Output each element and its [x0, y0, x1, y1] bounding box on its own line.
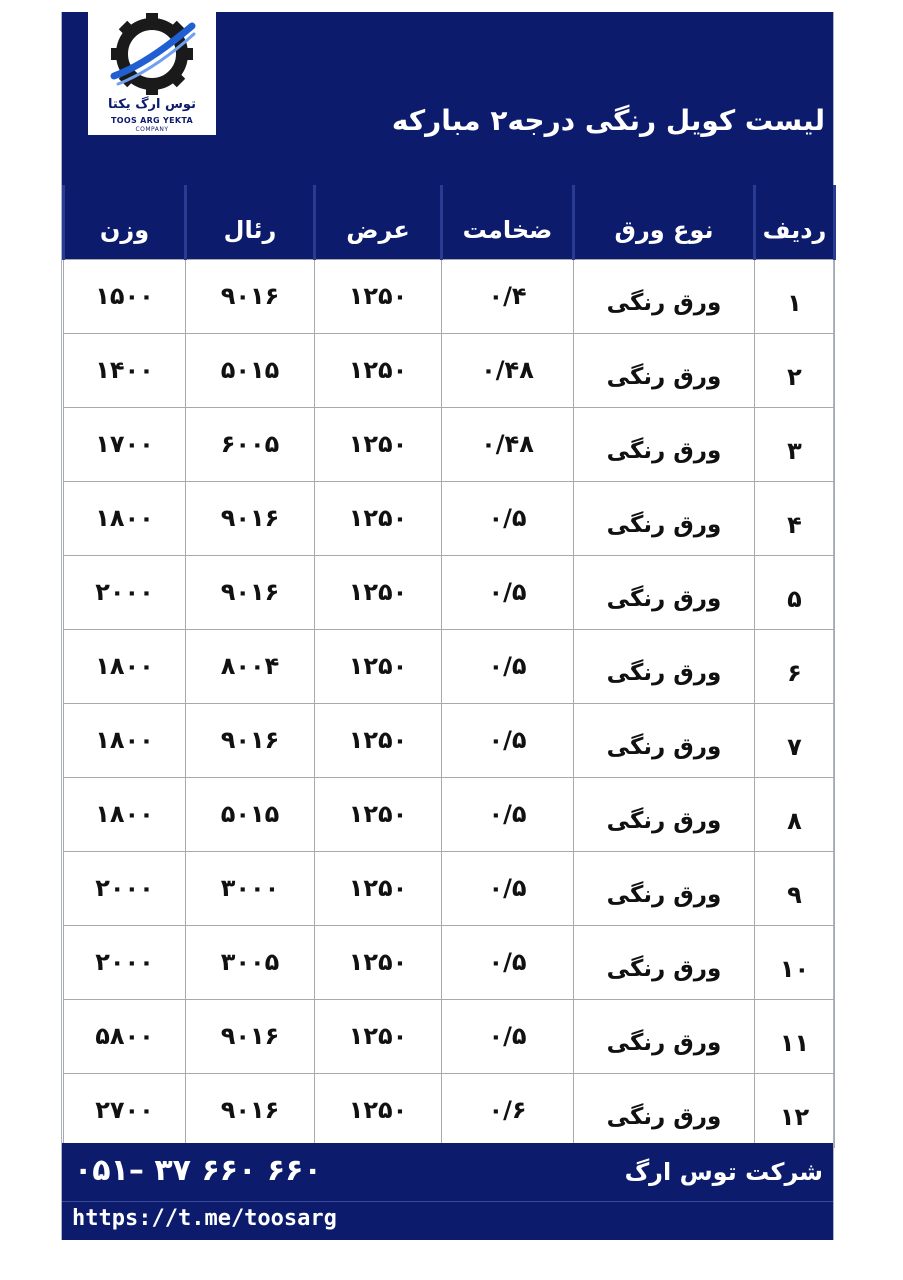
column-header-sheet-type: نوع ورق: [574, 185, 755, 259]
row-number-cell: ۱: [755, 259, 835, 333]
color-code-cell: ۹۰۱۶: [186, 555, 315, 629]
column-header-row-no: ردیف: [755, 185, 835, 259]
company-name: شرکت توس ارگ: [624, 1158, 823, 1186]
weight-cell: ۵۸۰۰: [64, 999, 186, 1073]
column-header-thickness: ضخامت: [442, 185, 574, 259]
thickness-cell: ۰/۵: [442, 925, 574, 999]
weight-cell: ۲۰۰۰: [64, 925, 186, 999]
width-cell: ۱۲۵۰: [315, 407, 442, 481]
sheet-type-cell: ورق رنگی: [574, 259, 755, 333]
thickness-cell: ۰/۴: [442, 259, 574, 333]
weight-cell: ۲۷۰۰: [64, 1073, 186, 1147]
thickness-cell: ۰/۵: [442, 481, 574, 555]
sheet-type-cell: ورق رنگی: [574, 333, 755, 407]
thickness-cell: ۰/۵: [442, 703, 574, 777]
weight-cell: ۱۸۰۰: [64, 777, 186, 851]
thickness-cell: ۰/۵: [442, 851, 574, 925]
width-cell: ۱۲۵۰: [315, 333, 442, 407]
company-logo: [88, 12, 216, 135]
thickness-cell: ۰/۶: [442, 1073, 574, 1147]
gear-logo-icon: [100, 12, 204, 96]
weight-cell: ۱۸۰۰: [64, 629, 186, 703]
color-code-cell: ۹۰۱۶: [186, 999, 315, 1073]
table-row: [64, 703, 835, 777]
sheet-type-cell: ورق رنگی: [574, 999, 755, 1073]
footer-divider: [62, 1201, 833, 1202]
logo-name-en: TOOS ARG YEKTA: [111, 116, 193, 125]
telegram-link[interactable]: https://t.me/toosarg: [72, 1206, 337, 1231]
row-number-cell: ۳: [755, 407, 835, 481]
weight-cell: ۲۰۰۰: [64, 851, 186, 925]
row-number-cell: ۱۲: [755, 1073, 835, 1147]
page-title: لیست کویل رنگی درجه۲ مبارکه: [391, 104, 825, 137]
column-header-width: عرض: [315, 185, 442, 259]
row-number-cell: ۲: [755, 333, 835, 407]
width-cell: ۱۲۵۰: [315, 999, 442, 1073]
width-cell: ۱۲۵۰: [315, 777, 442, 851]
table-row: [64, 777, 835, 851]
color-code-cell: ۵۰۱۵: [186, 333, 315, 407]
thickness-cell: ۰/۵: [442, 555, 574, 629]
thickness-cell: ۰/۵: [442, 999, 574, 1073]
price-table: [62, 185, 836, 1148]
phone-number[interactable]: ۰۵۱– ۳۷ ۶۶۰ ۶۶۰: [74, 1153, 322, 1188]
width-cell: ۱۲۵۰: [315, 1073, 442, 1147]
width-cell: ۱۲۵۰: [315, 851, 442, 925]
row-number-cell: ۸: [755, 777, 835, 851]
row-number-cell: ۷: [755, 703, 835, 777]
color-code-cell: ۳۰۰۰: [186, 851, 315, 925]
weight-cell: ۱۷۰۰: [64, 407, 186, 481]
width-cell: ۱۲۵۰: [315, 703, 442, 777]
sheet-type-cell: ورق رنگی: [574, 407, 755, 481]
table-row: [64, 851, 835, 925]
row-number-cell: ۶: [755, 629, 835, 703]
thickness-cell: ۰/۴۸: [442, 333, 574, 407]
row-number-cell: ۱۱: [755, 999, 835, 1073]
column-header-weight: وزن: [64, 185, 186, 259]
price-list-sheet: [61, 12, 834, 1240]
color-code-cell: ۹۰۱۶: [186, 703, 315, 777]
table-row: [64, 481, 835, 555]
sheet-type-cell: ورق رنگی: [574, 629, 755, 703]
table-row: [64, 925, 835, 999]
weight-cell: ۱۸۰۰: [64, 703, 186, 777]
sheet-type-cell: ورق رنگی: [574, 1073, 755, 1147]
table-row: [64, 259, 835, 333]
table-header-row: [64, 185, 835, 259]
sheet-type-cell: ورق رنگی: [574, 555, 755, 629]
footer-banner: [62, 1143, 833, 1240]
sheet-type-cell: ورق رنگی: [574, 481, 755, 555]
table-row: [64, 999, 835, 1073]
color-code-cell: ۸۰۰۴: [186, 629, 315, 703]
weight-cell: ۱۵۰۰: [64, 259, 186, 333]
color-code-cell: ۹۰۱۶: [186, 481, 315, 555]
row-number-cell: ۵: [755, 555, 835, 629]
header-banner: [62, 12, 833, 185]
width-cell: ۱۲۵۰: [315, 481, 442, 555]
color-code-cell: ۳۰۰۵: [186, 925, 315, 999]
row-number-cell: ۴: [755, 481, 835, 555]
thickness-cell: ۰/۵: [442, 629, 574, 703]
sheet-type-cell: ورق رنگی: [574, 777, 755, 851]
thickness-cell: ۰/۵: [442, 777, 574, 851]
table-row: [64, 407, 835, 481]
weight-cell: ۱۸۰۰: [64, 481, 186, 555]
sheet-type-cell: ورق رنگی: [574, 851, 755, 925]
table-row: [64, 333, 835, 407]
sheet-type-cell: ورق رنگی: [574, 703, 755, 777]
thickness-cell: ۰/۴۸: [442, 407, 574, 481]
color-code-cell: ۹۰۱۶: [186, 259, 315, 333]
sheet-type-cell: ورق رنگی: [574, 925, 755, 999]
logo-name-fa: توس ارگ یکتا: [108, 97, 196, 112]
weight-cell: ۱۴۰۰: [64, 333, 186, 407]
weight-cell: ۲۰۰۰: [64, 555, 186, 629]
table-row: [64, 629, 835, 703]
row-number-cell: ۱۰: [755, 925, 835, 999]
color-code-cell: ۹۰۱۶: [186, 1073, 315, 1147]
row-number-cell: ۹: [755, 851, 835, 925]
column-header-color-code: رئال: [186, 185, 315, 259]
width-cell: ۱۲۵۰: [315, 925, 442, 999]
logo-subtitle-en: COMPANY: [135, 126, 169, 133]
table-row: [64, 1073, 835, 1147]
width-cell: ۱۲۵۰: [315, 629, 442, 703]
color-code-cell: ۶۰۰۵: [186, 407, 315, 481]
width-cell: ۱۲۵۰: [315, 555, 442, 629]
width-cell: ۱۲۵۰: [315, 259, 442, 333]
table-row: [64, 555, 835, 629]
color-code-cell: ۵۰۱۵: [186, 777, 315, 851]
